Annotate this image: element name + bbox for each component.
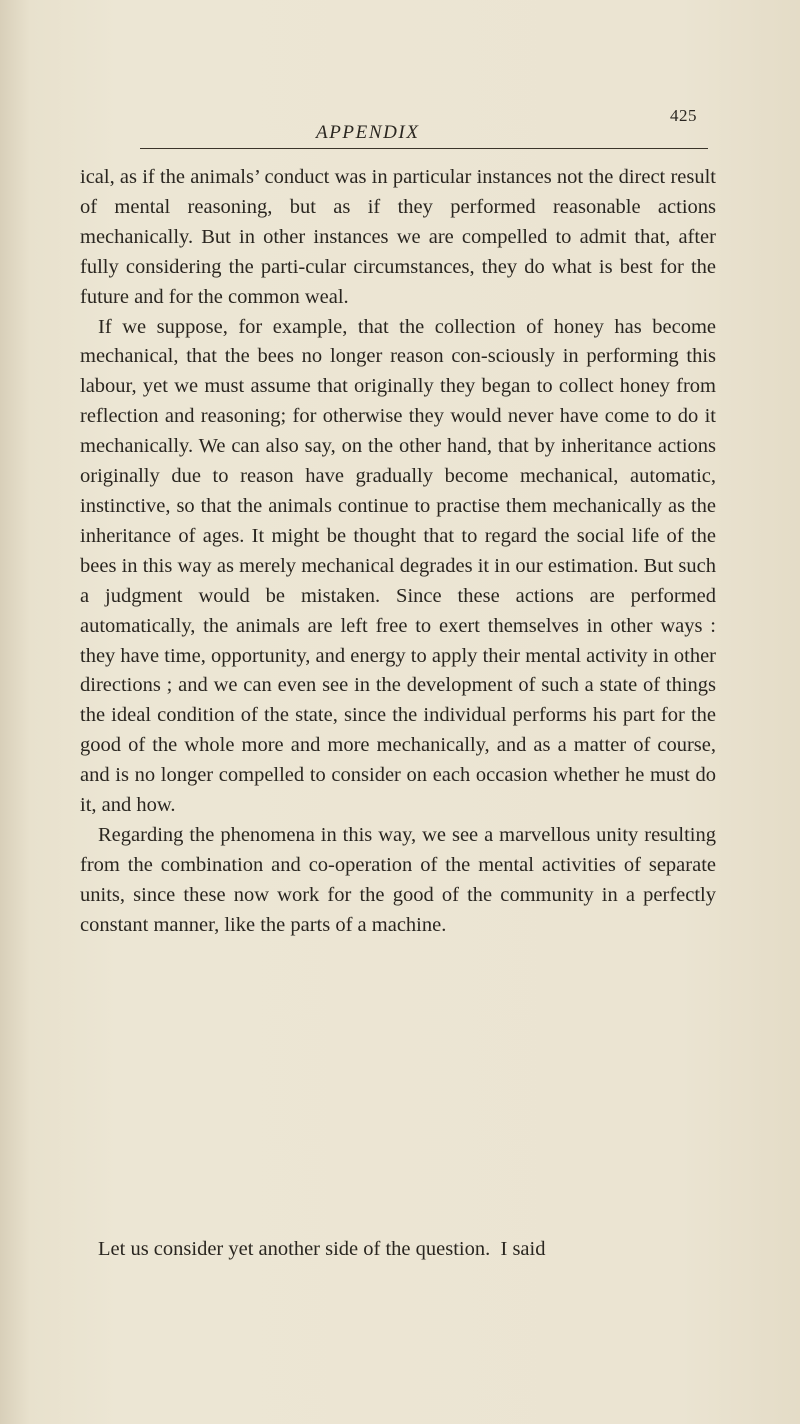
page-number: 425 (670, 106, 697, 125)
paragraph-3: Regarding the phenomena in this way, we see a marvellous unity resulting from the combination and co-operation of the mental activities of separate units, since these now work for the good of the community in a perfectly constant manner, like the parts of a machine. (80, 823, 716, 936)
paragraph-2: If we suppose, for example, that the collection of honey has become mechanical, that the bees no longer reason con-sciously in performing this labour, yet we must assume that originally they began to collect honey from reflection and reasoning; for otherwise they would never have come to do it mechanically. We can also say, on the other hand, that by inheritance actions originally due to reason have gradually become mechanical, automatic, instinctive, so that the animals continue to practise them mechanically as the inheritance of ages. It might be thought that to regard the social life of the bees in this way as merely mechanical degrades it in our estimation. But such a judgment would be mistaken. Since these actions are performed automatically, the animals are left free to exert themselves in other ways : they have time, opportunity, and energy to apply their mental activity in other directions ; and we can even see in the development of such a state of things the ideal condition of the state, since the individual performs his part for the good of the whole more and more mechanically, and as a matter of course, and is no longer compelled to consider on each occasion whether he must do it, and how. (80, 315, 716, 817)
body-text (80, 163, 716, 941)
paragraph-4-first-line: Let us consider yet another side of the question. I said (98, 1238, 546, 1260)
running-head-title: APPENDIX (316, 122, 420, 143)
header-rule (140, 148, 708, 149)
paragraph-1: ical, as if the animals’ conduct was in particular instances not the direct result of mental reasoning, but as if they performed reasonable actions mechanically. But in other instances we are compelled to admit that, after fully considering the parti-cular circumstances, they do what is best for the future and for the common weal. (80, 166, 716, 308)
running-head (0, 106, 800, 150)
